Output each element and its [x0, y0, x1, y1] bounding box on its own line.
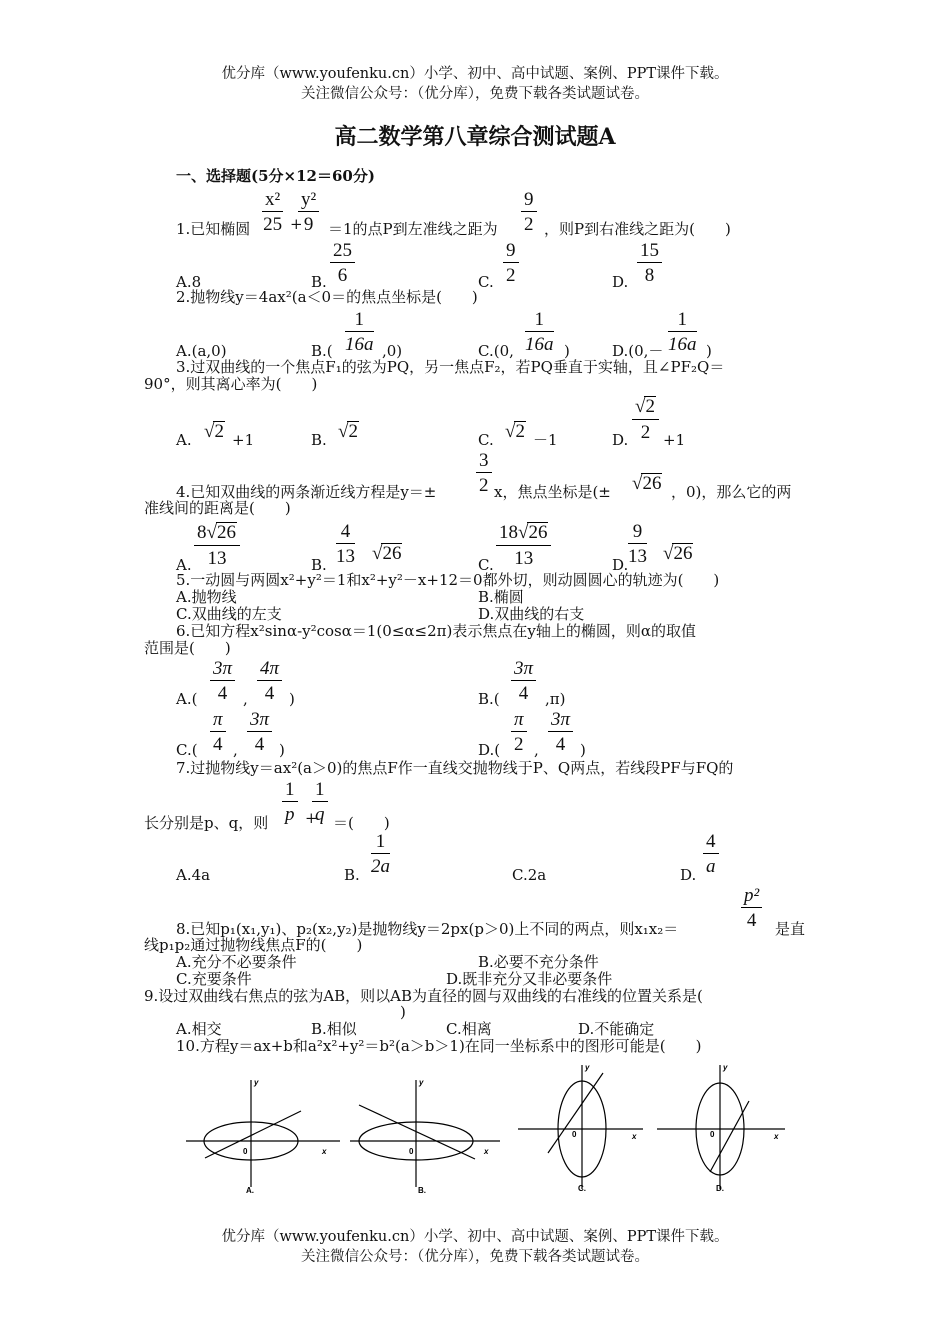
- graph-c-y: y: [585, 1063, 590, 1072]
- q10-graphs: [0, 1055, 950, 1200]
- q2-option-c-post: ): [564, 342, 570, 360]
- q1-frac-y: $\frac{\text{y²}}{9}$: [298, 190, 319, 234]
- q1-option-d-frac: $\frac{15}{8}$: [637, 241, 662, 285]
- graph-a-o: 0: [243, 1147, 248, 1156]
- graph-a-y: y: [254, 1078, 259, 1087]
- q1-frac-x: $\frac{\text{x²}}{25}$: [263, 189, 283, 235]
- q7-line-1: 7.过抛物线y＝ax²(a＞0)的焦点F作一直线交抛物线于P、Q两点，若线段PF与FQ的: [176, 759, 734, 777]
- q1-option-a: A.8: [176, 273, 202, 291]
- q3-option-d: D.: [612, 431, 629, 449]
- q2-option-b: B.(: [311, 342, 333, 360]
- q1-text-mid: ＝1的点P到左准线之距为: [328, 220, 498, 238]
- q6-option-c-frac-1: $\frac{\pi}{4}$: [210, 710, 226, 754]
- q4-option-d: D.: [612, 556, 629, 574]
- q3-line-1: 3.过双曲线的一个焦点F₁的弦为PQ，另一焦点F₂，若PQ垂直于实轴，且∠PF₂Q＝: [176, 358, 725, 376]
- q3-option-a-sqrt: √2: [204, 421, 224, 442]
- q5-option-c: C.双曲线的左支: [176, 605, 282, 623]
- graph-d-x: x: [774, 1132, 779, 1141]
- q3-option-b: B.: [311, 431, 327, 449]
- q2-option-b-frac: $\frac{1}{16a}$: [345, 309, 374, 355]
- q4-option-c: C.: [478, 556, 494, 574]
- graph-d: [657, 1065, 785, 1189]
- q6-option-c-close: ): [279, 741, 285, 759]
- graph-c-x: x: [632, 1132, 637, 1141]
- q8-option-c: C.充要条件: [176, 970, 252, 988]
- section-heading: 一、选择题(5分×12＝60分): [176, 167, 375, 185]
- q6-option-c-frac-2: $\frac{3\pi}{4}$: [247, 710, 272, 754]
- q6-option-d-frac-1: $\frac{\pi}{2}$: [511, 710, 527, 754]
- q10-text: 10.方程y＝ax+b和a²x²+y²＝b²(a＞b＞1)在同一坐标系中的图形可能是( ): [176, 1037, 702, 1055]
- q6-option-a-frac-1: $\frac{3\pi}{4}$: [210, 659, 235, 703]
- q2-option-a: A.(a,0): [176, 342, 227, 360]
- q6-option-a-comma: ,: [243, 690, 248, 708]
- q6-option-a-close: ): [289, 690, 295, 708]
- q8-text-post: 是直: [775, 920, 806, 938]
- q4-text-mid: x，焦点坐标是(±: [494, 483, 611, 501]
- header-line-2: 关注微信公众号：（优分库），免费下载各类试题试卷。: [301, 86, 649, 102]
- q9-option-b: B.相似: [311, 1020, 357, 1038]
- q4-option-d-sqrt: √26: [663, 543, 693, 564]
- q7-option-c: C.2a: [512, 866, 547, 884]
- q9-option-c: C.相离: [446, 1020, 492, 1038]
- q3-option-d-post: +1: [663, 431, 686, 449]
- q6-option-a-frac-2: $\frac{4\pi}{4}$: [257, 659, 282, 703]
- q3-line-2: 90°，则其离心率为( ): [144, 375, 318, 393]
- q7-line-2-post: ＝( ): [333, 814, 390, 832]
- q6-option-d-frac-2: $\frac{3\pi}{4}$: [548, 710, 573, 754]
- q4-option-d-frac: $\frac{9}{13}$: [628, 521, 647, 567]
- q8-text-pre: 8.已知p₁(x₁,y₁)、p₂(x₂,y₂)是抛物线y＝2px(p＞0)上不同的两点，则x₁x₂＝: [176, 920, 679, 938]
- q4-sqrt-26: √26: [632, 473, 662, 494]
- q6-option-c: C.(: [176, 741, 198, 759]
- q7-option-b-frac: $\frac{1}{2a}$: [371, 831, 390, 877]
- graph-a-x: x: [322, 1147, 327, 1156]
- q2-option-d-frac: $\frac{1}{16a}$: [668, 309, 697, 355]
- graph-b-y: y: [419, 1078, 424, 1087]
- q2-option-c: C.(0,: [478, 342, 514, 360]
- q1-frac-9-2: $\frac{9}{2}$: [521, 190, 537, 234]
- q4-line-2: 准线间的距离是( ): [144, 499, 291, 517]
- q7-option-b: B.: [344, 866, 360, 884]
- q7-frac-1-q: $\frac{1}{q}$: [312, 780, 328, 824]
- graph-c-o: 0: [572, 1130, 577, 1139]
- q6-option-b-post: ,π): [545, 690, 566, 708]
- q8-line-2: 线p₁p₂通过抛物线焦点F的( ): [144, 936, 363, 954]
- q5-text: 5.一动圆与两圆x²+y²＝1和x²+y²－x+12＝0都外切，则动圆圆心的轨迹为( ): [176, 571, 720, 589]
- graph-b-x: x: [484, 1147, 489, 1156]
- graph-c-label: C.: [578, 1184, 586, 1193]
- q8-option-a: A.充分不必要条件: [176, 953, 297, 971]
- q4-option-b: B.: [311, 556, 327, 574]
- q3-option-d-frac: $\frac{√2}{2}$: [632, 396, 659, 442]
- q4-option-a: A.: [176, 556, 192, 574]
- footer-line-2: 关注微信公众号：（优分库），免费下载各类试题试卷。: [301, 1249, 649, 1265]
- q8-option-d: D.既非充分又非必要条件: [446, 970, 613, 988]
- q4-text-pre: 4.已知双曲线的两条渐近线方程是y＝±: [176, 483, 437, 501]
- q3-option-a-post: +1: [232, 431, 255, 449]
- page-title: 高二数学第八章综合测试题A: [334, 124, 616, 150]
- footer-line-1: 优分库（www.youfenku.cn）小学、初中、高中试题、案例、PPT课件下载。: [221, 1229, 729, 1245]
- q2-option-d-post: ): [706, 342, 712, 360]
- q4-option-a-frac: $\frac{8√26}{13}$: [194, 522, 240, 568]
- q3-option-c: C.: [478, 431, 494, 449]
- q7-option-a: A.4a: [176, 866, 211, 884]
- q3-option-a: A.: [176, 431, 192, 449]
- q1-plus: +: [290, 215, 303, 233]
- q9-option-d: D.不能确定: [578, 1020, 655, 1038]
- q7-option-d-frac: $\frac{4}{a}$: [703, 832, 719, 876]
- q5-option-d: D.双曲线的右支: [478, 605, 585, 623]
- q6-option-d-comma: ,: [534, 741, 539, 759]
- graph-a: [186, 1080, 340, 1187]
- graph-b: [350, 1080, 500, 1187]
- q8-frac-p2-4: $\frac{\text{p²}}{4}$: [741, 886, 762, 930]
- q9-option-a: A.相交: [176, 1020, 222, 1038]
- q2-option-b-post: ,0): [382, 342, 403, 360]
- graph-d-y: y: [723, 1063, 728, 1072]
- q9-line-1: 9.设过双曲线右焦点的弦为AB，则以AB为直径的圆与双曲线的右准线的位置关系是(: [144, 987, 703, 1005]
- q6-line-1: 6.已知方程x²sinα-y²cosα＝1(0≤α≤2π)表示焦点在y轴上的椭圆，则α的取值: [176, 622, 696, 640]
- graph-d-label: D.: [716, 1184, 724, 1193]
- q6-option-b-frac: $\frac{3\pi}{4}$: [511, 659, 536, 703]
- q1-text-pre: 1.已知椭圆: [176, 220, 251, 238]
- q6-option-a: A.(: [176, 690, 198, 708]
- q9-line-2: ): [400, 1003, 406, 1021]
- graph-b-label: B.: [418, 1186, 426, 1195]
- q5-option-a: A.抛物线: [176, 588, 237, 606]
- q2-option-d: D.(0,－: [612, 342, 664, 360]
- q4-text-post: ，0)，那么它的两: [671, 483, 792, 501]
- q7-plus: +: [305, 809, 318, 827]
- q6-option-d-close: ): [580, 741, 586, 759]
- q7-option-d: D.: [680, 866, 697, 884]
- graph-d-o: 0: [710, 1130, 715, 1139]
- q1-option-b: B.: [311, 273, 327, 291]
- q4-option-b-sqrt: √26: [372, 543, 402, 564]
- header-line-1: 优分库（www.youfenku.cn）小学、初中、高中试题、案例、PPT课件下载。: [221, 66, 729, 82]
- q3-option-b-sqrt: √2: [338, 421, 358, 442]
- q1-option-b-frac: $\frac{25}{6}$: [330, 241, 355, 285]
- q8-option-b: B.必要不充分条件: [478, 953, 599, 971]
- q7-frac-1-p: $\frac{1}{p}$: [282, 780, 298, 824]
- q6-option-c-comma: ,: [233, 741, 238, 759]
- q6-option-d: D.(: [478, 741, 501, 759]
- q1-option-c-frac: $\frac{9}{2}$: [503, 241, 519, 285]
- q1-option-d: D.: [612, 273, 629, 291]
- graph-b-o: 0: [409, 1147, 414, 1156]
- graph-c: [518, 1065, 643, 1189]
- q1-option-c: C.: [478, 273, 494, 291]
- q7-line-2-pre: 长分别是p、q，则: [144, 814, 269, 832]
- q6-line-2: 范围是( ): [144, 639, 231, 657]
- q2-text: 2.抛物线y＝4ax²(a＜0＝的焦点坐标是( ): [176, 288, 478, 306]
- q5-option-b: B.椭圆: [478, 588, 524, 606]
- graph-a-label: A.: [246, 1186, 254, 1195]
- q4-frac-3-2: $\frac{3}{2}$: [476, 451, 492, 495]
- q6-option-b: B.(: [478, 690, 500, 708]
- q2-option-c-frac: $\frac{1}{16a}$: [525, 309, 554, 355]
- q4-option-c-frac: $\frac{18√26}{13}$: [496, 522, 551, 568]
- q3-option-c-sqrt: √2: [505, 421, 525, 442]
- q3-option-c-post: －1: [533, 431, 558, 449]
- q4-option-b-frac: $\frac{4}{13}$: [336, 521, 355, 567]
- q1-text-post: ，则P到右准线之距为( ): [544, 220, 731, 238]
